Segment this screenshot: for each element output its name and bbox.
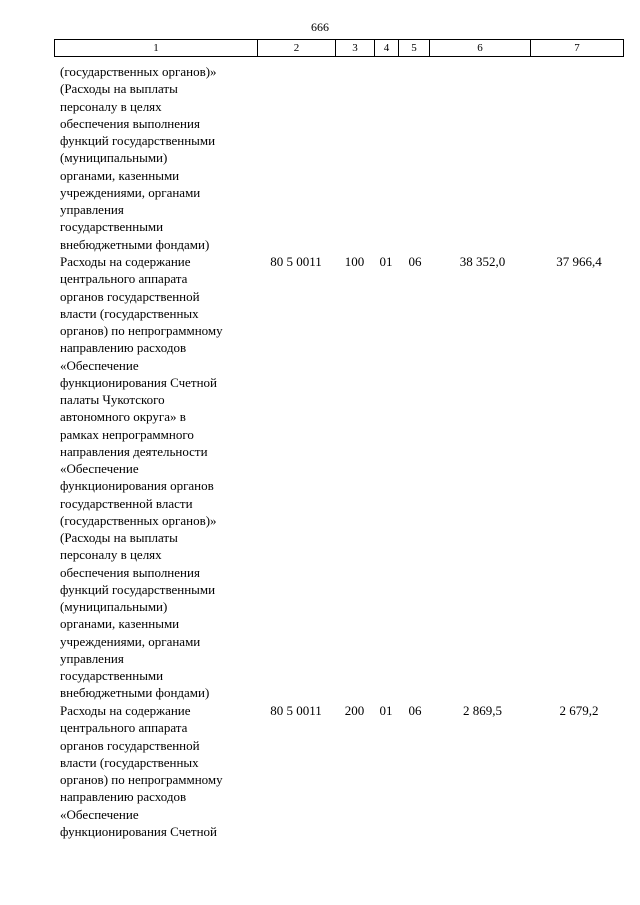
header-col-5: 5	[398, 40, 429, 57]
header-col-3: 3	[335, 40, 374, 57]
row-description	[60, 702, 260, 840]
sum-col-6: 2 869,5	[463, 703, 502, 718]
description-line: Расходы на содержание	[60, 254, 191, 269]
description-line: управления	[60, 202, 124, 217]
description-line: рамках непрограммного	[60, 426, 194, 442]
description-line: внебюджетными фондами)	[60, 236, 210, 252]
description-line: «Обеспечение	[60, 357, 139, 373]
sum-col-7: 37 966,4	[556, 254, 602, 269]
description-line: (государственных органов)»	[60, 64, 217, 79]
description-line: палаты Чукотского	[60, 392, 165, 407]
description-line: органов государственной	[60, 288, 200, 304]
description-line: государственными	[60, 219, 164, 235]
description-line: власти (государственных	[60, 305, 199, 321]
section-code: 01	[379, 703, 393, 718]
sum-col-7: 2 679,2	[559, 703, 599, 718]
target-code: 80 5 0011	[270, 254, 322, 269]
header-col-1: 1	[54, 40, 257, 57]
description-line: функционирования Счетной	[60, 374, 217, 390]
description-line: функционирования Счетной	[60, 823, 217, 839]
description-line: персоналу в целях	[60, 98, 162, 114]
row-description	[60, 63, 260, 253]
subsection-code: 06	[408, 254, 422, 269]
description-line: центрального аппарата	[60, 271, 188, 287]
description-line: органами, казенными	[60, 616, 180, 632]
page-number: 666	[311, 20, 329, 34]
table-header	[54, 39, 624, 57]
description-line: органов) по непрограммному	[60, 323, 223, 338]
expense-type: 100	[344, 254, 365, 269]
header-col-6: 6	[429, 40, 530, 57]
target-code: 80 5 0011	[270, 703, 322, 718]
description-line: (муниципальными)	[60, 599, 168, 614]
description-line: функций государственными	[60, 133, 216, 148]
description-line: автономного округа» в	[60, 409, 186, 425]
description-line: органами, казенными	[60, 167, 180, 183]
expense-type: 200	[344, 703, 365, 718]
description-line: «Обеспечение	[60, 461, 139, 476]
header-col-7: 7	[530, 40, 624, 57]
description-line: (Расходы на выплаты	[60, 530, 178, 545]
description-line: государственными	[60, 668, 164, 683]
description-line: Расходы на содержание	[60, 703, 191, 718]
description-line: учреждениями, органами	[60, 184, 201, 200]
description-line: внебюджетными фондами)	[60, 685, 210, 701]
description-line: государственной власти	[60, 495, 193, 511]
description-line: управления	[60, 650, 124, 666]
description-line: направления деятельности	[60, 443, 208, 459]
description-line: функционирования органов	[60, 478, 214, 494]
description-line: «Обеспечение	[60, 806, 139, 822]
description-line: учреждениями, органами	[60, 633, 201, 649]
description-line: центрального аппарата	[60, 720, 188, 736]
description-line: (государственных органов)»	[60, 512, 217, 528]
description-line: органов) по непрограммному	[60, 772, 223, 787]
header-col-2: 2	[257, 40, 335, 57]
description-line: функций государственными	[60, 581, 216, 597]
header-col-4: 4	[374, 40, 398, 57]
description-line: направлению расходов	[60, 340, 187, 356]
sum-col-6: 38 352,0	[459, 254, 506, 269]
description-line: направлению расходов	[60, 789, 187, 805]
description-line: обеспечения выполнения	[60, 564, 200, 580]
section-code: 01	[379, 254, 393, 269]
description-line: органов государственной	[60, 737, 200, 753]
description-line: власти (государственных	[60, 754, 199, 770]
description-line: персоналу в целях	[60, 547, 162, 563]
row-description	[60, 253, 260, 702]
description-line: (муниципальными)	[60, 150, 168, 166]
subsection-code: 06	[408, 703, 422, 718]
description-line: обеспечения выполнения	[60, 115, 200, 131]
description-line: (Расходы на выплаты	[60, 81, 178, 97]
